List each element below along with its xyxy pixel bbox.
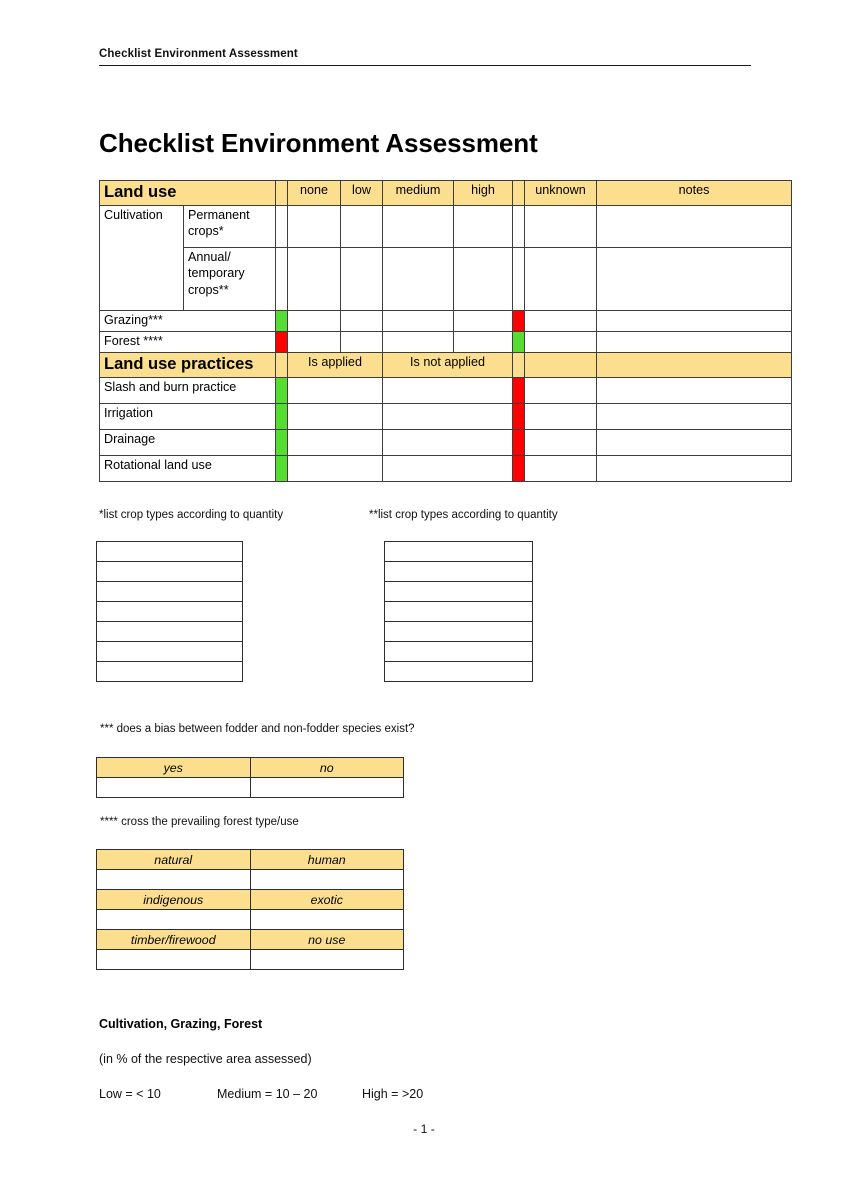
page-title: Checklist Environment Assessment [99,128,538,158]
column-header-notes: notes [597,181,792,206]
input-cell-high-permanent[interactable] [454,205,513,247]
input-cell-medium-forest[interactable] [383,331,454,352]
input-cell-high-annual[interactable] [454,247,513,310]
column-header-medium: medium [383,181,454,206]
input-cell-high-forest[interactable] [454,331,513,352]
option-label-natural: natural [97,850,251,870]
footnote-fodder-bias: *** does a bias between fodder and non-fodder species exist? [100,723,415,735]
input-cell-low-annual[interactable] [341,247,383,310]
table-row [97,930,404,950]
input-cell-medium-grazing[interactable] [383,310,454,331]
marker-cell-left-drainage [276,429,288,455]
input-cell-notes-irrigation[interactable] [597,403,792,429]
legend-block [99,1017,719,1101]
section-title-land-use: Land use [100,181,276,206]
list-item [97,542,243,562]
marker-cell-right-grazing [513,310,525,331]
table-row [97,890,404,910]
column-header-low: low [341,181,383,206]
marker-cell-right-drainage [513,429,525,455]
crop-input-permanent-1[interactable] [97,542,243,562]
running-header [99,48,751,66]
page-number: - 1 - [413,1122,435,1136]
option-label-no: no [250,758,404,778]
legend-range-high: High = >20 [362,1087,424,1101]
option-label-timber-firewood: timber/firewood [97,930,251,950]
marker-cell-left-forest [276,331,288,352]
answer-cell-indigenous[interactable] [97,910,251,930]
answer-cell-yes[interactable] [97,778,251,798]
section-title-land-use-practices: Land use practices [100,352,276,377]
table-row [97,870,404,890]
input-cell-unknown-forest[interactable] [525,331,597,352]
list-item [97,562,243,582]
land-use-table-container [99,180,791,482]
row-label-forest: Forest **** [100,331,276,352]
option-label-no-use: no use [250,930,404,950]
list-item [97,602,243,622]
legend-subtitle: (in % of the respective area assessed) [99,1052,312,1066]
input-cell-unknown-slash-and-burn[interactable] [525,377,597,403]
answer-cell-natural[interactable] [97,870,251,890]
marker-cell-right-permanent [513,205,525,247]
marker-cell-right-rotational [513,455,525,481]
column-header-practices-notes [597,352,792,377]
input-cell-unknown-grazing[interactable] [525,310,597,331]
column-header-is-applied: Is applied [288,352,383,377]
crop-input-annual-7[interactable] [385,662,533,682]
marker-cell-left-rotational [276,455,288,481]
footnote-forest-type: **** cross the prevailing forest type/use [100,816,299,828]
forest-type-table [96,849,404,970]
table-row-rotational-land-use [100,455,792,481]
crop-input-permanent-3[interactable] [97,582,243,602]
table-row [97,910,404,930]
crop-input-permanent-2[interactable] [97,562,243,582]
input-cell-none-permanent[interactable] [288,205,341,247]
header-divider [99,65,751,66]
answer-cell-timber-firewood[interactable] [97,950,251,970]
marker-cell-left-grazing [276,310,288,331]
input-cell-notes-drainage[interactable] [597,429,792,455]
answer-cell-no[interactable] [250,778,404,798]
legend-ranges [99,1087,719,1101]
answer-cell-exotic[interactable] [250,910,404,930]
input-cell-low-grazing[interactable] [341,310,383,331]
answer-cell-human[interactable] [250,870,404,890]
list-item [97,662,243,682]
list-item [385,542,533,562]
input-cell-notes-forest[interactable] [597,331,792,352]
input-cell-not-applied-slash-and-burn[interactable] [383,377,513,403]
row-group-cultivation: Cultivation [100,205,184,310]
spacer-column-left [276,181,288,206]
land-use-practices-header-row [100,352,792,377]
input-cell-none-annual[interactable] [288,247,341,310]
crop-input-permanent-7[interactable] [97,662,243,682]
table-row [97,950,404,970]
input-cell-applied-rotational[interactable] [288,455,383,481]
input-cell-medium-permanent[interactable] [383,205,454,247]
input-cell-none-forest[interactable] [288,331,341,352]
legend-range-medium: Medium = 10 – 20 [217,1087,318,1101]
table-row-grazing [100,310,792,331]
spacer-column-left-practices [276,352,288,377]
crop-input-annual-1[interactable] [385,542,533,562]
input-cell-not-applied-rotational[interactable] [383,455,513,481]
fodder-bias-table [96,757,404,798]
input-cell-notes-permanent[interactable] [597,205,792,247]
crop-input-permanent-6[interactable] [97,642,243,662]
crop-input-annual-5[interactable] [385,622,533,642]
option-label-indigenous: indigenous [97,890,251,910]
table-row-irrigation [100,403,792,429]
column-header-none: none [288,181,341,206]
row-label-rotational-land-use: Rotational land use [100,455,276,481]
input-cell-applied-drainage[interactable] [288,429,383,455]
list-item [385,602,533,622]
crop-input-annual-2[interactable] [385,562,533,582]
footnote-annual-crops: **list crop types according to quantity [369,509,558,521]
table-row-forest [100,331,792,352]
input-cell-unknown-permanent[interactable] [525,205,597,247]
marker-cell-right-annual [513,247,525,310]
row-label-slash-and-burn: Slash and burn practice [100,377,276,403]
table-row-permanent-crops [100,205,792,247]
list-item [385,582,533,602]
input-cell-applied-irrigation[interactable] [288,403,383,429]
row-label-permanent-crops: Permanent crops* [184,205,276,247]
row-label-drainage: Drainage [100,429,276,455]
annual-crops-list-table [384,541,533,682]
crop-input-annual-4[interactable] [385,602,533,622]
table-row [97,758,404,778]
option-label-exotic: exotic [250,890,404,910]
input-cell-high-grazing[interactable] [454,310,513,331]
option-label-yes: yes [97,758,251,778]
input-cell-not-applied-irrigation[interactable] [383,403,513,429]
table-row-slash-and-burn [100,377,792,403]
legend-heading: Cultivation, Grazing, Forest [99,1017,263,1031]
table-row [97,850,404,870]
list-item [385,642,533,662]
marker-cell-right-irrigation [513,403,525,429]
column-header-practices-blank [525,352,597,377]
column-header-is-not-applied: Is not applied [383,352,513,377]
legend-range-low: Low = < 10 [99,1087,161,1101]
column-header-high: high [454,181,513,206]
option-label-human: human [250,850,404,870]
input-cell-notes-slash-and-burn[interactable] [597,377,792,403]
list-item [97,622,243,642]
list-item [385,662,533,682]
input-cell-not-applied-drainage[interactable] [383,429,513,455]
crop-input-permanent-4[interactable] [97,602,243,622]
footnote-permanent-crops: *list crop types according to quantity [99,509,284,521]
marker-cell-left-slash-and-burn [276,377,288,403]
list-item [385,562,533,582]
input-cell-notes-rotational[interactable] [597,455,792,481]
input-cell-unknown-drainage[interactable] [525,429,597,455]
spacer-column-right-practices [513,352,525,377]
row-label-irrigation: Irrigation [100,403,276,429]
input-cell-unknown-rotational[interactable] [525,455,597,481]
land-use-table [99,180,792,482]
list-item [97,642,243,662]
marker-cell-right-slash-and-burn [513,377,525,403]
input-cell-unknown-irrigation[interactable] [525,403,597,429]
crop-input-annual-6[interactable] [385,642,533,662]
crop-input-annual-3[interactable] [385,582,533,602]
permanent-crops-list-table [96,541,243,682]
list-item [385,622,533,642]
crop-input-permanent-5[interactable] [97,622,243,642]
row-label-grazing: Grazing*** [100,310,276,331]
input-cell-applied-slash-and-burn[interactable] [288,377,383,403]
marker-cell-left-annual [276,247,288,310]
table-row-annual-crops [100,247,792,310]
land-use-header-row [100,181,792,206]
table-row-drainage [100,429,792,455]
running-header-text: Checklist Environment Assessment [99,48,298,60]
input-cell-low-forest[interactable] [341,331,383,352]
spacer-column-right [513,181,525,206]
table-row [97,778,404,798]
answer-cell-no-use[interactable] [250,950,404,970]
input-cell-low-permanent[interactable] [341,205,383,247]
input-cell-medium-annual[interactable] [383,247,454,310]
input-cell-notes-grazing[interactable] [597,310,792,331]
input-cell-none-grazing[interactable] [288,310,341,331]
input-cell-notes-annual[interactable] [597,247,792,310]
row-label-annual-crops: Annual/ temporary crops** [184,247,276,310]
marker-cell-left-permanent [276,205,288,247]
column-header-unknown: unknown [525,181,597,206]
input-cell-unknown-annual[interactable] [525,247,597,310]
marker-cell-left-irrigation [276,403,288,429]
list-item [97,582,243,602]
marker-cell-right-forest [513,331,525,352]
